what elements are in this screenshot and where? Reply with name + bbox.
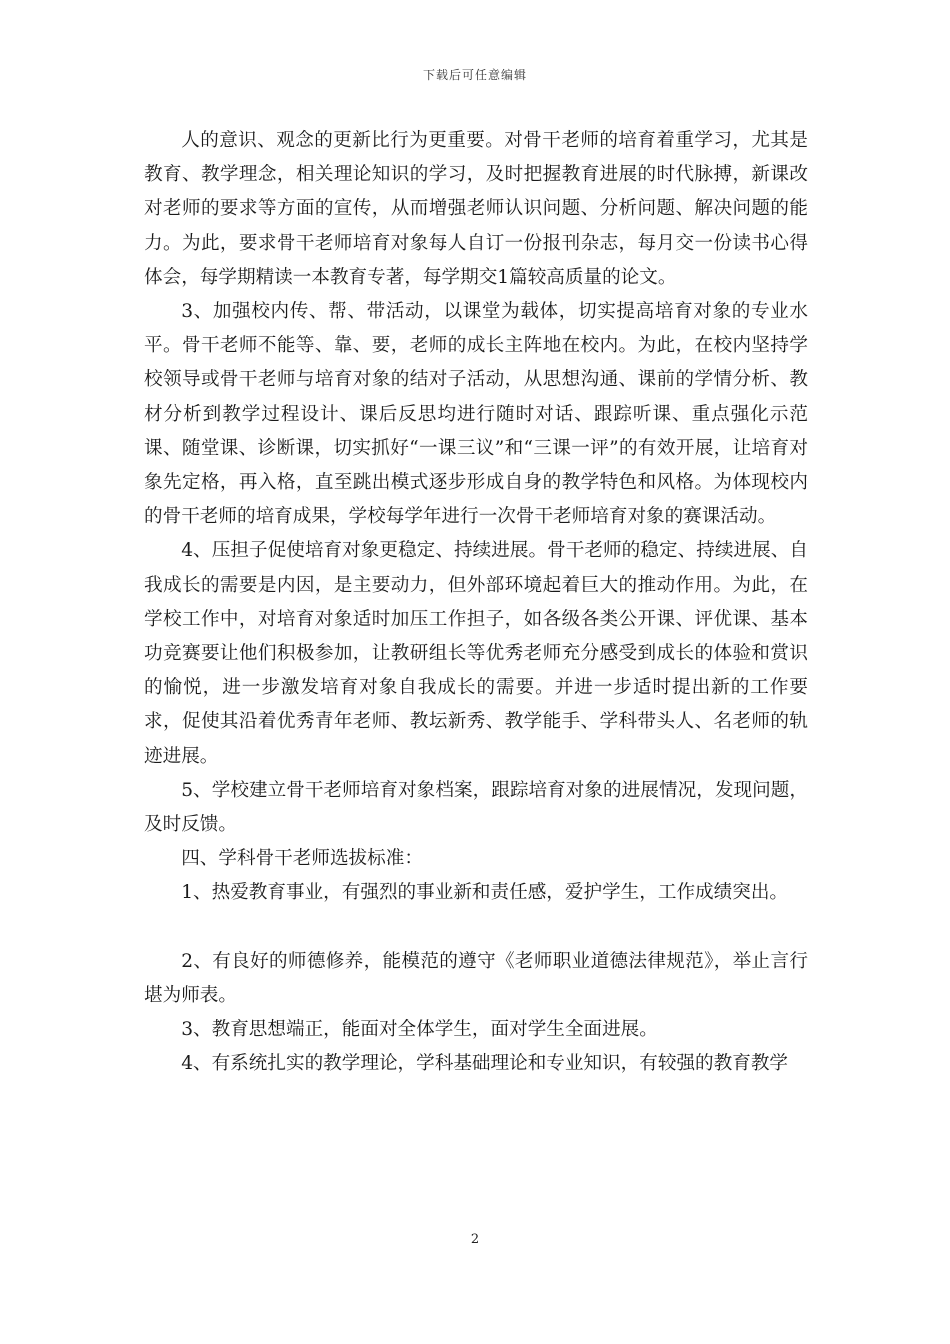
paragraph-study-requirements: 人的意识、观念的更新比行为更重要。对骨干老师的培育着重学习，尤其是教育、教学理念，相关理论知识的学习，及时把握教育进展的时代脉搏，新课改对老师的要求等方面的宣传，从而增强老师认识问题、分析问题、解决问题的能力。为此，要求骨干老师培育对象每人自订一份报刊杂志，每月交一份读书心得体会，每学期精读一本教育专著，每学期交1篇较高质量的论文。 — [144, 130, 808, 288]
page-header: 下载后可任意编辑 — [422, 68, 527, 82]
paragraph-item-4: 4、压担子促使培育对象更稳定、持续进展。骨干老师的稳定、持续进展、自我成长的需要是内因，是主要动力，但外部环境起着巨大的推动作用。为此，在学校工作中，对培育对象适时加压工作担子，如各级各类公开课、评优课、基本功竞赛要让他们积极参加，让教研组长等优秀老师充分感受到成长的体验和赏识的愉悦，进一步激发培育对象自我成长的需要。并进一步适时提出新的工作要求，促使其沿着优秀青年老师、教坛新秀、教学能手、学科带头人、名老师的轨迹进展。 — [144, 540, 808, 767]
paragraph-item-3: 3、加强校内传、帮、带活动，以课堂为载体，切实提高培育对象的专业水平。骨干老师不能等、靠、要，老师的成长主阵地在校内。为此，在校内坚持学校领导或骨干老师与培育对象的结对子活动，从思想沟通、课前的学情分析、教材分析到教学过程设计、课后反思均进行随时对话、跟踪听课、重点强化示范课、随堂课、诊断课，切实抓好“一课三议”和“三课一评”的有效开展，让培育对象先定格，再入格，直至跳出模式逐步形成自身的教学特色和风格。为体现校内的骨干老师的培育成果，学校每学年进行一次骨干老师培育对象的赛课活动。 — [144, 301, 808, 528]
blank-line — [144, 911, 808, 945]
criteria-item-4: 4、有系统扎实的教学理论，学科基础理论和专业知识，有较强的教育教学 — [181, 1053, 789, 1075]
criteria-item-1: 1、热爱教育事业，有强烈的事业新和责任感，爱护学生，工作成绩突出。 — [181, 882, 789, 904]
page-number: 2 — [470, 1232, 480, 1247]
criteria-item-2: 2、有良好的师德修养，能模范的遵守《老师职业道德法律规范》，举止言行堪为师表。 — [144, 950, 808, 1006]
criteria-item-3: 3、教育思想端正，能面对全体学生，面对学生全面进展。 — [181, 1019, 658, 1041]
section-heading-selection-criteria: 四、学科骨干老师选拔标准： — [181, 848, 423, 870]
paragraph-item-5: 5、学校建立骨干老师培育对象档案，跟踪培育对象的进展情况，发现问题，及时反馈。 — [144, 779, 808, 836]
document-body — [144, 124, 808, 1081]
